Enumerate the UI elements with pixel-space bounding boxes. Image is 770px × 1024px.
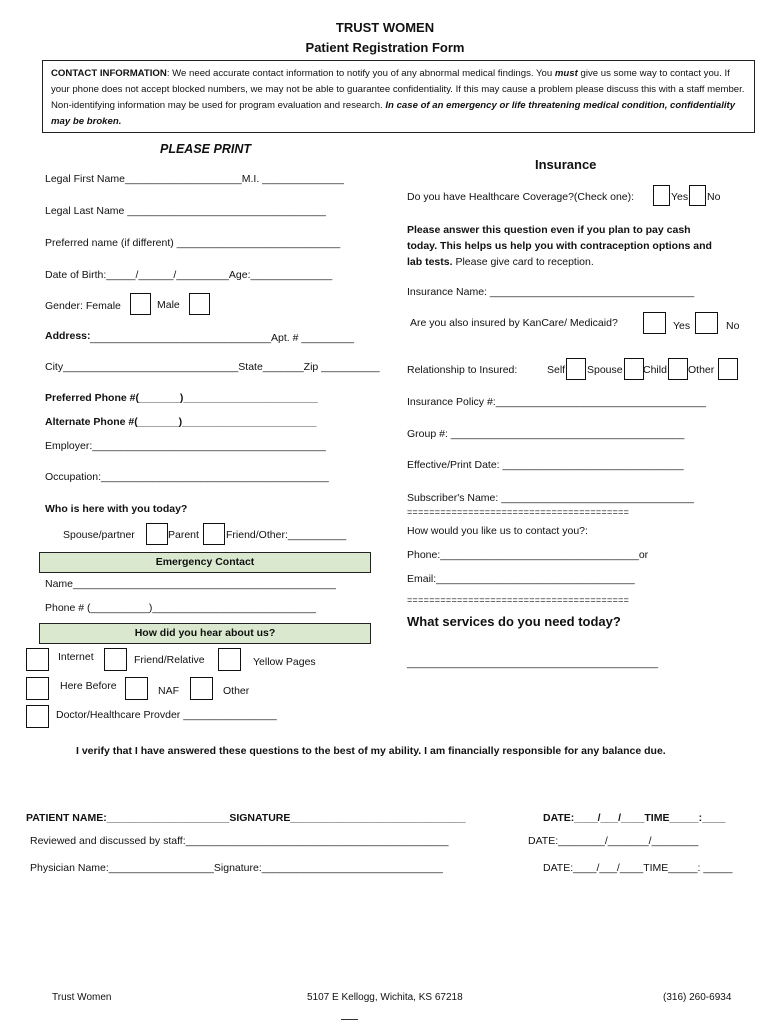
insurance-heading: Insurance	[535, 157, 597, 172]
parent-checkbox[interactable]	[203, 523, 225, 545]
dob-field[interactable]: Date of Birth:_____/______/_________Age:______________	[45, 269, 333, 281]
insurance-name-field[interactable]: Insurance Name: ___________________________________	[407, 286, 695, 298]
coverage-no-checkbox[interactable]	[689, 185, 706, 206]
last-name-field[interactable]: Legal Last Name __________________________________	[45, 205, 326, 217]
patient-date-time-field[interactable]: DATE:____/___/____TIME_____:____	[543, 812, 726, 824]
footer-phone: (316) 260-6934	[663, 992, 732, 1003]
spouse-rel-label: Spouse	[587, 364, 623, 376]
address-label: Address:	[45, 330, 91, 342]
how-hear-header: How did you hear about us?	[39, 623, 371, 644]
contact-phone-field[interactable]: Phone:__________________________________or	[407, 549, 649, 561]
policy-field[interactable]: Insurance Policy #:____________________________________	[407, 396, 706, 408]
male-label: Male	[157, 299, 180, 311]
occupation-field[interactable]: Occupation:_______________________________________	[45, 471, 329, 483]
other-rel-checkbox[interactable]	[718, 358, 738, 380]
spouse-rel-checkbox[interactable]	[624, 358, 644, 380]
ec-name-field[interactable]: Name_____________________________________________	[45, 578, 336, 590]
here-before-label: Here Before	[60, 680, 117, 692]
physician-date-time-field[interactable]: DATE:____/___/____TIME_____: _____	[543, 862, 733, 874]
city-state-zip-field[interactable]: City______________________________State_______Zip __________	[45, 361, 380, 373]
self-label: Self	[547, 364, 566, 376]
friend-other-field[interactable]: Friend/Other:__________	[226, 529, 347, 541]
contact-label: CONTACT INFORMATION	[51, 68, 167, 79]
spouse-label: Spouse/partner	[63, 529, 135, 541]
give-card-text: Please give card to reception.	[452, 256, 594, 268]
male-checkbox[interactable]	[189, 293, 210, 315]
coverage-yes-label: Yes	[671, 191, 689, 203]
form-title: Patient Registration Form	[305, 40, 465, 55]
other-source-label: Other	[223, 685, 250, 697]
page-marker	[341, 1019, 358, 1020]
separator-1: ========================================	[407, 507, 630, 517]
doctor-field[interactable]: Doctor/Healthcare Provder ________________	[56, 709, 277, 721]
female-checkbox[interactable]	[130, 293, 151, 315]
relationship-label: Relationship to Insured:	[407, 364, 518, 376]
address-field[interactable]: _______________________________Apt. # _________	[90, 332, 354, 344]
self-checkbox[interactable]	[566, 358, 586, 380]
subscriber-name-field[interactable]: Subscriber's Name: _________________________________	[407, 492, 694, 504]
who-here-label: Who is here with you today?	[45, 503, 188, 515]
contact-information-box	[42, 60, 755, 133]
how-contact-label: How would you like us to contact you?:	[407, 525, 588, 537]
coverage-question: Do you have Healthcare Coverage?(Check one):	[407, 191, 635, 203]
reviewed-by-field[interactable]: Reviewed and discussed by staff:_____________________________________________	[30, 835, 449, 847]
contact-text-1: : We need accurate contact information to notify you of any abnormal medical findings. You	[166, 68, 555, 79]
reviewed-date-field[interactable]: DATE:________/_______/________	[528, 835, 699, 847]
child-label: Child	[643, 364, 667, 376]
coverage-yes-checkbox[interactable]	[653, 185, 670, 206]
coverage-no-label: No	[707, 191, 721, 203]
contact-must: must	[554, 68, 578, 79]
please-answer-note	[407, 222, 717, 270]
yellow-pages-label: Yellow Pages	[253, 656, 316, 668]
services-heading: What services do you need today?	[407, 614, 621, 629]
internet-label: Internet	[58, 651, 94, 663]
ec-phone-field[interactable]: Phone # (__________)____________________________	[45, 602, 316, 614]
gender-female-label: Gender: Female	[45, 300, 121, 312]
effective-date-field[interactable]: Effective/Print Date: _______________________________	[407, 459, 684, 471]
other-rel-label: Other	[688, 364, 715, 376]
emergency-contact-header: Emergency Contact	[39, 552, 371, 573]
employer-field[interactable]: Employer:________________________________________	[45, 440, 326, 452]
verify-statement: I verify that I have answered these questions to the best of my ability. I am financially responsible for any balance due.	[76, 745, 666, 757]
internet-checkbox[interactable]	[26, 648, 49, 671]
kancare-question: Are you also insured by KanCare/ Medicaid?	[410, 317, 618, 329]
naf-checkbox[interactable]	[125, 677, 148, 700]
please-print: PLEASE PRINT	[160, 142, 251, 156]
preferred-name-field[interactable]: Preferred name (if different) ____________________________	[45, 237, 341, 249]
kancare-no-label: No	[726, 320, 740, 332]
first-name-field[interactable]: Legal First Name____________________M.I. ______________	[45, 173, 344, 185]
here-before-checkbox[interactable]	[26, 677, 49, 700]
preferred-phone-field[interactable]: Preferred Phone #(_______)_______________________	[45, 392, 318, 404]
services-field[interactable]: ___________________________________________	[407, 657, 659, 669]
separator-2: ========================================	[407, 595, 630, 605]
kancare-yes-label: Yes	[673, 320, 691, 332]
patient-name-signature-field[interactable]: PATIENT NAME:_____________________SIGNATURE______________________________	[26, 812, 466, 824]
footer-org: Trust Women	[52, 992, 112, 1003]
parent-label: Parent	[168, 529, 199, 541]
please-answer-bold: Please answer this question even if you plan to pay cash today. This helps us help you with contraception options and lab tests.	[407, 224, 712, 268]
spouse-checkbox[interactable]	[146, 523, 168, 545]
friend-relative-label: Friend/Relative	[134, 654, 205, 666]
friend-relative-checkbox[interactable]	[104, 648, 127, 671]
group-field[interactable]: Group #: ________________________________________	[407, 428, 685, 440]
org-title: TRUST WOMEN	[335, 20, 435, 35]
physician-signature-field[interactable]: Physician Name:__________________Signature:_______________________________	[30, 862, 443, 874]
child-checkbox[interactable]	[668, 358, 688, 380]
contact-text-2: give us some way to contact you. If your phone does not accept blocked numbers, we may not be able to guarantee confidentiality. If this may cause a problem please discuss this with a staff member. Non-identifying information may be used for program evaluation and research.	[51, 68, 745, 111]
doctor-checkbox[interactable]	[26, 705, 49, 728]
contact-email-field[interactable]: Email:__________________________________	[407, 573, 635, 585]
yellow-pages-checkbox[interactable]	[218, 648, 241, 671]
alternate-phone-field[interactable]: Alternate Phone #(_______)_______________________	[45, 416, 317, 428]
kancare-yes-checkbox[interactable]	[643, 312, 666, 334]
other-source-checkbox[interactable]	[190, 677, 213, 700]
footer-address: 5107 E Kellogg, Wichita, KS 67218	[307, 992, 463, 1003]
naf-label: NAF	[158, 685, 179, 697]
contact-emergency: In case of an emergency or life threatening medical condition, confidentiality may be broken.	[51, 100, 736, 127]
kancare-no-checkbox[interactable]	[695, 312, 718, 334]
